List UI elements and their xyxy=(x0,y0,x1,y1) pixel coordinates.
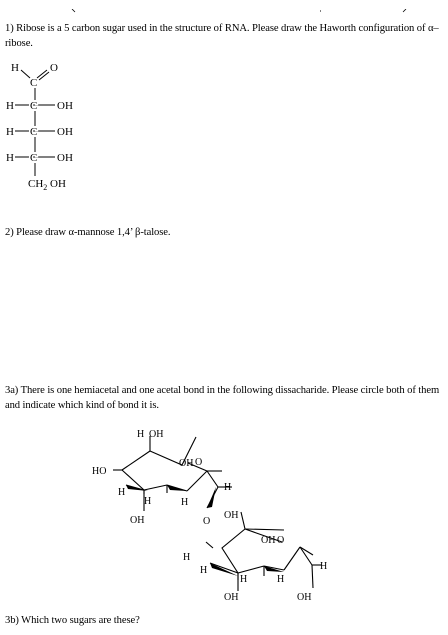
lower-ring-o: O xyxy=(277,535,285,546)
lower-h-left: H xyxy=(183,552,191,563)
disaccharide-structure xyxy=(0,420,448,610)
fischer-aldehyde-h: H xyxy=(11,62,19,74)
fischer-c1: C xyxy=(30,77,38,89)
top-fragment-marks xyxy=(0,9,448,13)
lower-h-left2: H xyxy=(200,565,208,576)
upper-h-front: H xyxy=(181,497,189,508)
top-border-fragment xyxy=(0,0,448,4)
question-2-text: 2) Please draw α-mannose 1,4’ β-talose. xyxy=(5,227,171,238)
lower-h-bottom: H xyxy=(240,574,248,585)
fischer-h-2: H xyxy=(6,100,14,112)
fischer-oh-4: OH xyxy=(57,152,73,164)
upper-h-left: H xyxy=(118,487,126,498)
question-3b-text: 3b) Which two sugars are these? xyxy=(5,615,140,626)
fischer-c4: C xyxy=(30,152,38,164)
upper-h-right: H xyxy=(224,482,232,493)
glycosidic-o: O xyxy=(203,516,211,527)
lower-h-front: H xyxy=(277,574,285,585)
upper-h-bottom: H xyxy=(144,496,152,507)
lower-h-right: H xyxy=(320,561,328,572)
question-1-text: 1) Ribose is a 5 carbon sugar used in the structure of RNA. Please draw the Haworth configuration of α–ribose. xyxy=(5,23,439,49)
lower-oh-bottom: OH xyxy=(224,592,239,603)
fischer-h-4: H xyxy=(6,152,14,164)
fischer-c2: C xyxy=(30,100,38,112)
upper-ho-left: HO xyxy=(92,466,107,477)
wedge-upper-right xyxy=(207,487,216,508)
upper-oh-bottom: OH xyxy=(130,515,145,526)
fischer-carbonyl-o: O xyxy=(50,62,58,74)
question-3a-text: 3a) There is one hemiacetal and one acetal bond in the following dissacharide. Please circle both of them and indicate which kind of bond it is. xyxy=(5,385,440,411)
wedge-lower-left xyxy=(210,563,238,576)
fischer-ch2oh: $CH_2$ OH xyxy=(28,178,66,192)
lower-oh-anomeric: OH xyxy=(297,592,312,603)
upper-ring-oh: OH xyxy=(179,458,194,469)
fischer-oh-3: OH xyxy=(57,126,73,138)
fischer-c3: C xyxy=(30,126,38,138)
fischer-h-3: H xyxy=(6,126,14,138)
upper-h-top: H xyxy=(137,429,145,440)
upper-ring-o: O xyxy=(195,457,203,468)
lower-ring-oh: OH xyxy=(261,535,276,546)
upper-oh-top: OH xyxy=(149,429,164,440)
ribose-fischer-projection xyxy=(0,55,100,200)
fischer-oh-2: OH xyxy=(57,100,73,112)
lower-oh-top: OH xyxy=(224,510,239,521)
